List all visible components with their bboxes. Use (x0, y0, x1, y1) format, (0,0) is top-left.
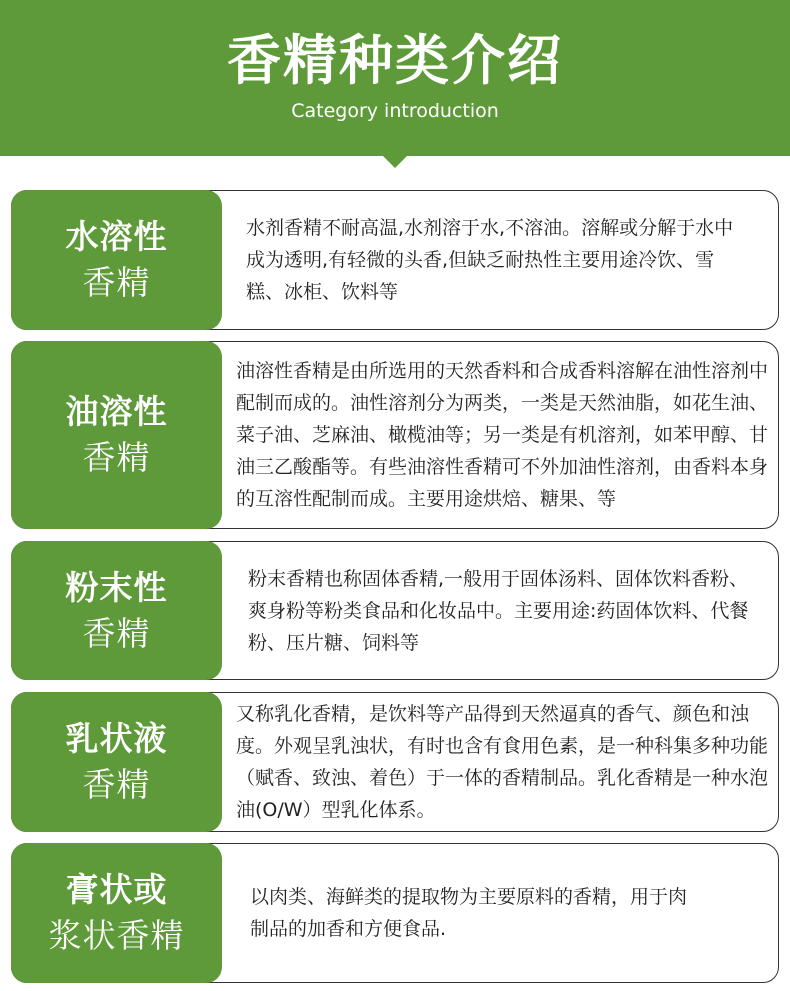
category-description-box (236, 342, 774, 528)
category-card-emulsion (11, 692, 779, 832)
category-description: 油溶性香精是由所选用的天然香料和合成香料溶解在油性溶剂中配制而成的。油性溶剂分为两类，一类是天然油脂，如花生油、菜子油、芝麻油、橄榄油等；另一类是有机溶剂，如苯甲醇、甘油三乙酸酯等。有些油溶性香精可不外加油性溶剂，由香料本身的互溶性配制而成。主要用途烘焙、糖果、等 (236, 360, 769, 510)
category-tag (11, 843, 222, 983)
category-card-water-soluble (11, 190, 779, 330)
page-title: 香精种类介绍 (227, 29, 563, 92)
category-card-oil-soluble (11, 341, 779, 529)
category-description-box (250, 844, 698, 982)
category-name-line1: 粉末性 (65, 567, 168, 607)
category-description-box (248, 542, 766, 679)
category-name-line1: 水溶性 (65, 217, 168, 256)
category-description: 粉末香精也称固体香精,一般用于固体汤料、固体饮料香粉、爽身粉等粉类食品和化妆品中。主要用途:药固体饮料、代餐粉、压片糖、饲料等 (248, 567, 749, 654)
category-name-line1: 油溶性 (65, 392, 168, 431)
category-description: 又称乳化香精，是饮料等产品得到天然逼真的香气、颜色和浊度。外观呈乳浊状，有时也含有食用色素，是一种科集多种功能（赋香、致浊、着色）于一体的香精制品。乳化香精是一种水泡油(O/W）型乳化体系。 (236, 703, 769, 821)
category-card-paste (11, 843, 779, 983)
category-name-line2: 香精 (82, 613, 151, 653)
category-tag (11, 541, 222, 680)
category-tag (11, 692, 222, 832)
category-description-box (236, 693, 768, 831)
category-name-line2: 浆状香精 (48, 916, 185, 955)
category-name-line2: 香精 (82, 765, 151, 804)
category-description: 水剂香精不耐高温,水剂溶于水,不溶油。溶解或分解于水中成为透明,有轻微的头香,但缺乏耐热性主要用途冷饮、雪糕、冰柜、饮料等 (246, 217, 734, 303)
category-card-powder (11, 541, 779, 680)
category-tag (11, 341, 222, 529)
category-description-box (246, 191, 748, 329)
header-pointer (383, 156, 407, 168)
category-name-line1: 膏状或 (65, 870, 168, 909)
page-subtitle: Category introduction (291, 100, 499, 122)
category-name-line2: 香精 (82, 263, 151, 302)
category-name-line2: 香精 (82, 438, 151, 477)
category-description: 以肉类、海鲜类的提取物为主要原料的香精，用于肉制品的加香和方便食品. (250, 886, 688, 940)
category-name-line1: 乳状液 (65, 719, 168, 758)
category-tag (11, 190, 222, 330)
header-banner (0, 0, 790, 156)
